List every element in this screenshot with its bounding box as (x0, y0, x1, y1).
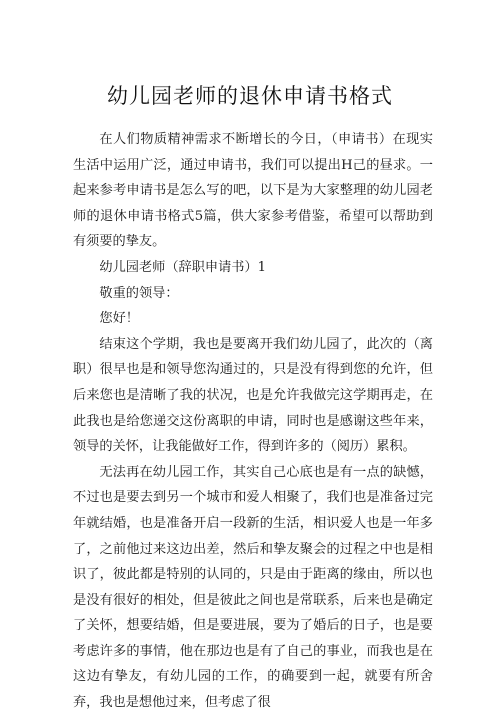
intro-paragraph: 在人们物质精神需求不断增长的今日，（申请书）在现实生活中运用广泛，通过申请书，我们可以提出H己的昼求。一起来参考申请书是怎么写的吧，以下是为大家整理的幼儿园老师的退休申请书格式5篇，供大家参考借鉴，希望可以帮助到有须要的挚友。 (73, 132, 433, 250)
salutation: 敬重的领导： (99, 285, 179, 301)
body-paragraph-2: 无法再在幼儿园工作，其实自己心底也是有一点的缺憾，不过也是要去到另一个城市和爱人相聚了，我们也是准备过完年就结婚，也是准备开启一段新的生活，相识爱人也是一年多了，之前他过来这边出差，然后和挚友聚会的过程之中也是相识了，彼此都是特别的认同的，只是由于距离的缘由，所以也是没有很好的相处，但是彼此之间也是常联系，后来也是确定了关怀，想要结婚，但是要进展，要为了婚后的日子，也是要考虑许多的事情，他在那边也是有了自己的事业，而我也是在这边有挚友，有幼儿园的工作，的确要到一起，就要有所舍弃，我也是想他过来，但考虑了很 (73, 464, 433, 711)
document-title: 幼儿园老师的退休申请书格式 (107, 84, 393, 108)
document-body (73, 127, 433, 716)
body-paragraph-1: 结束这个学期，我也是要离开我们幼儿园了，此次的（离职）很早也是和领导您沟通过的，只是没有得到您的允许，但后来您也是清晰了我的状况，也是允许我做完这学期再走，在此我也是给您递交这份离职的申请，同时也是感谢这些年来，领导的关怀，让我能做好工作，得到许多的（阅历）累积。 (73, 336, 433, 455)
section-heading: 幼儿园老师（辞职申请书）1 (99, 259, 267, 275)
greeting: 您好！ (99, 311, 139, 327)
